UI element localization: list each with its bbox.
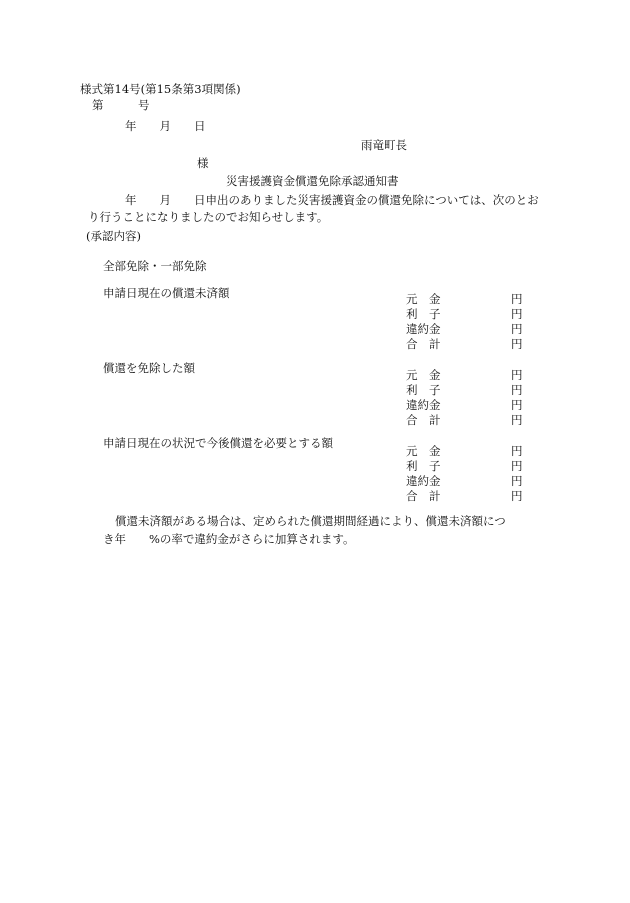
section-heading-outstanding: 申請日現在の償還未済額 [103,286,230,300]
document-number-line: 第 号 [92,98,150,112]
contents-heading: (承認内容) [86,229,141,243]
amount-table-remaining: 元 金 円 利 子 円 違約金 円 合 計 円 [406,444,523,503]
issuer-name: 雨竜町長 [361,138,407,152]
note-line-2: き年 %の率で違約金がさらに加算されます。 [103,532,355,546]
date-line: 年 月 日 [125,119,206,133]
section-heading-remaining: 申請日現在の状況で今後償還を必要とする額 [103,436,333,450]
amount-table-outstanding: 元 金 円 利 子 円 違約金 円 合 計 円 [406,292,523,351]
addressee: 様 [197,156,209,170]
form-number: 様式第14号(第15条第3項関係) [80,82,241,96]
amount-table-exempted: 元 金 円 利 子 円 違約金 円 合 計 円 [406,368,523,427]
exemption-type: 全部免除・一部免除 [103,259,207,273]
section-heading-exempted: 償還を免除した額 [103,361,195,375]
note-line-1: 償還未済額がある場合は、定められた償還期間経過により、償還未済額につ [115,514,506,528]
body-line-2: り行うことになりましたのでお知らせします。 [88,210,329,224]
document-title: 災害援護資金償還免除承認通知書 [226,174,399,188]
body-line-1: 年 月 日申出のありました災害援護資金の償還免除については、次のとお [125,193,539,207]
